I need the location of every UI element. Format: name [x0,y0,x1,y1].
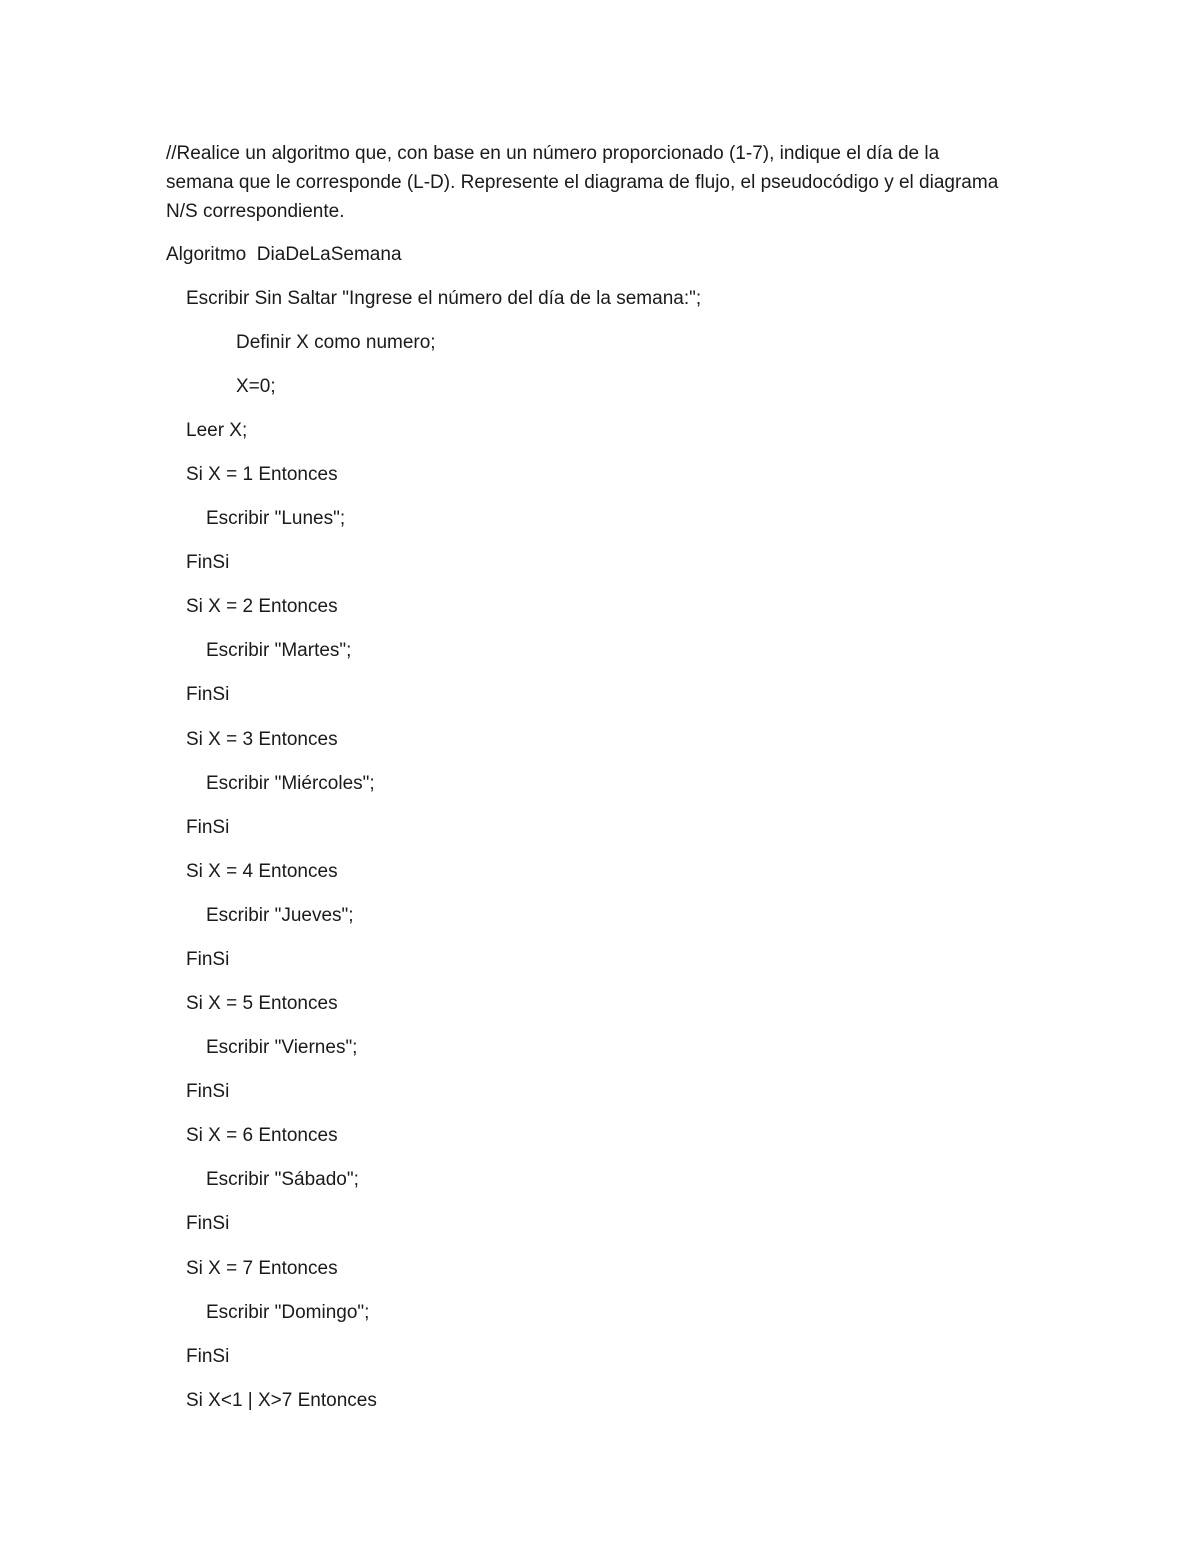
code-line: Si X = 5 Entonces [186,993,338,1014]
intro-line: N/S correspondiente. [166,201,345,222]
code-line: Definir X como numero; [236,332,436,353]
code-line: Escribir Sin Saltar "Ingrese el número del día de la semana:"; [186,288,702,309]
intro-paragraph [166,139,1046,226]
code-line: FinSi [186,684,230,705]
code-line: FinSi [186,552,230,573]
intro-line: //Realice un algoritmo que, con base en un número proporcionado (1-7), indique el día de la [166,143,940,164]
code-line: Si X<1 | X>7 Entonces [186,1390,377,1411]
code-line: FinSi [186,1213,230,1234]
code-line: Si X = 6 Entonces [186,1125,338,1146]
code-line: Escribir "Miércoles"; [206,773,375,794]
code-line: Escribir "Sábado"; [206,1169,359,1190]
code-line: FinSi [186,1346,230,1367]
code-line: Escribir "Martes"; [206,640,352,661]
intro-line: semana que le corresponde (L-D). Represente el diagrama de flujo, el pseudocódigo y el diagrama [166,172,999,193]
code-line: Si X = 1 Entonces [186,464,338,485]
code-line: X=0; [236,376,276,397]
code-line: Si X = 2 Entonces [186,596,338,617]
code-line: Si X = 4 Entonces [186,861,338,882]
code-line: Escribir "Jueves"; [206,905,354,926]
code-line: Leer X; [186,420,248,441]
code-line: Si X = 3 Entonces [186,729,338,750]
code-line: Escribir "Lunes"; [206,508,346,529]
code-line: FinSi [186,817,230,838]
code-line: Escribir "Viernes"; [206,1037,358,1058]
code-line: Escribir "Domingo"; [206,1302,370,1323]
code-line: FinSi [186,949,230,970]
code-line: Si X = 7 Entonces [186,1258,338,1279]
code-line: FinSi [186,1081,230,1102]
algorithm-header: Algoritmo DiaDeLaSemana [166,244,402,265]
